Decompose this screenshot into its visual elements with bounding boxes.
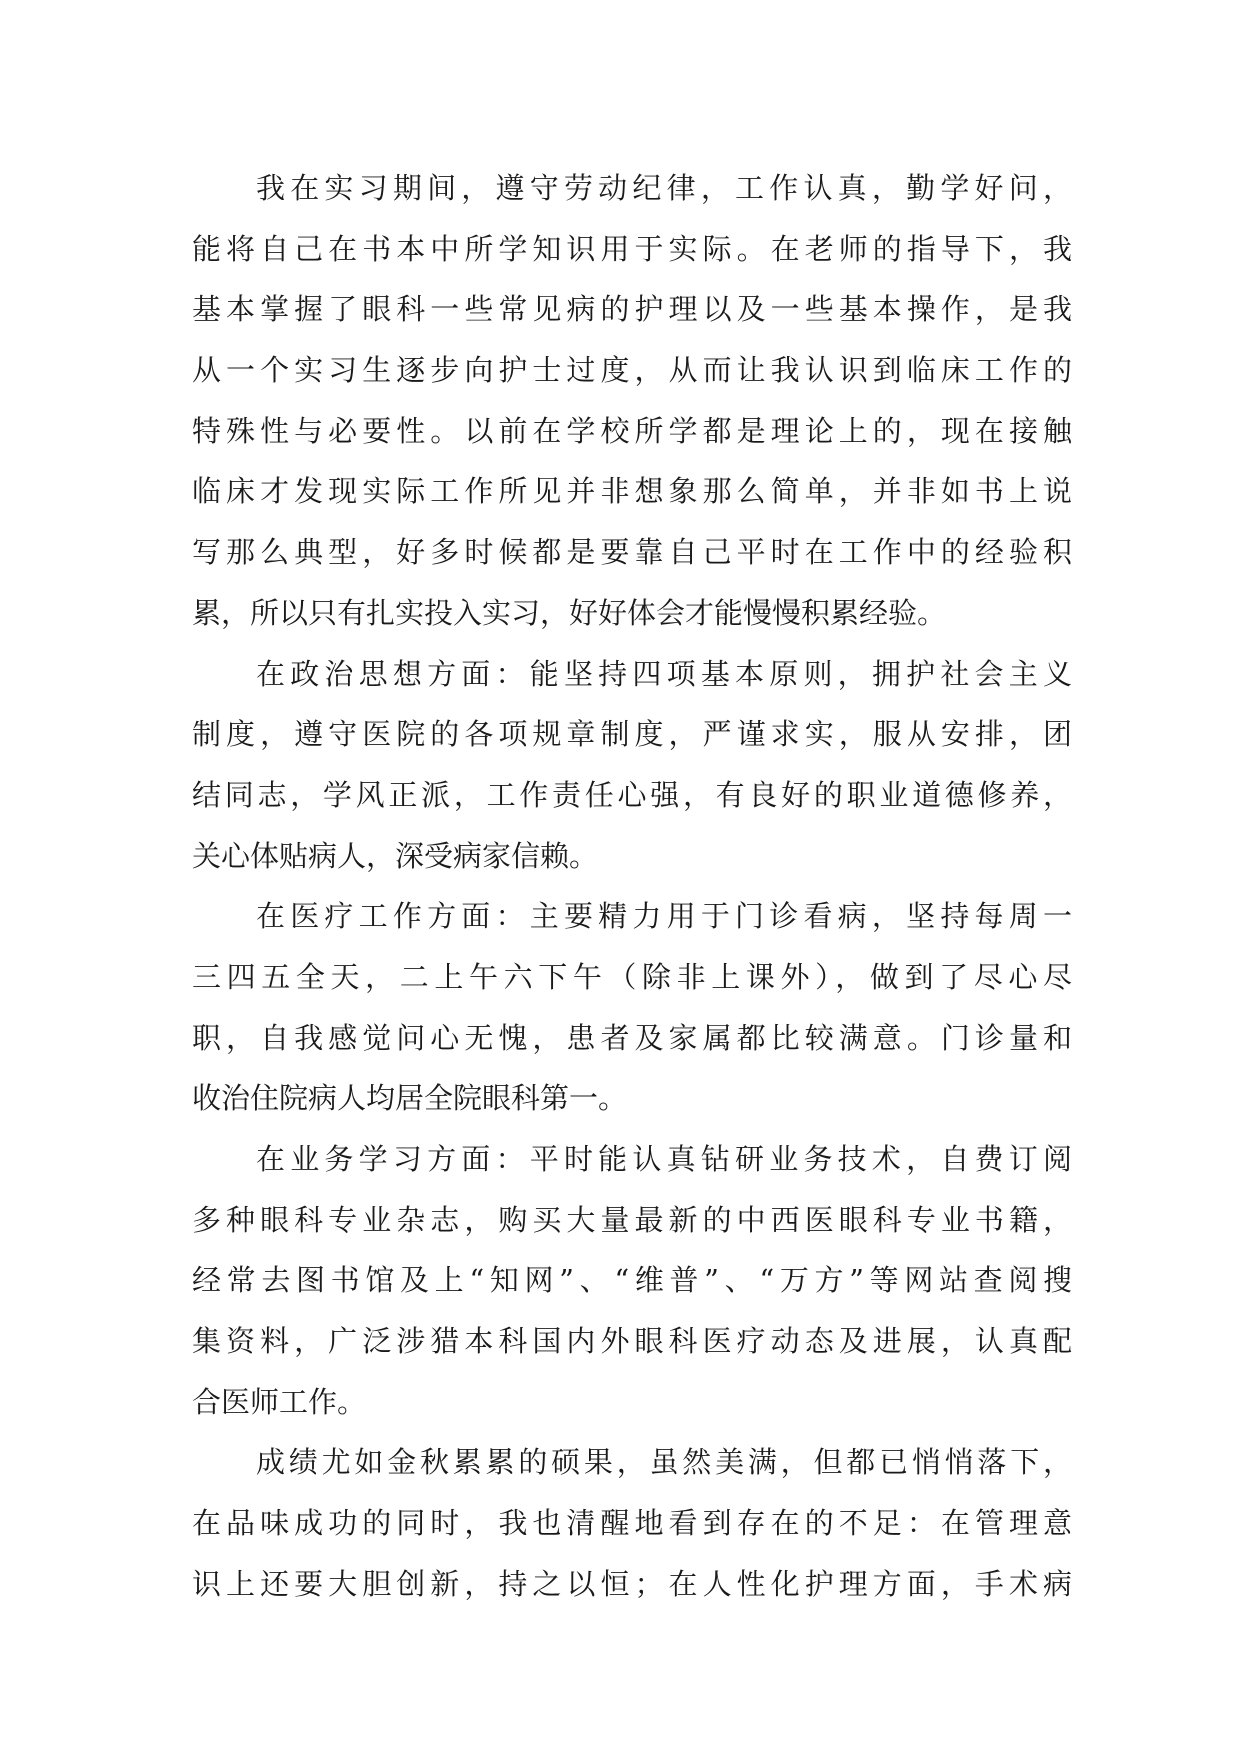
paragraph-political-thought <box>192 644 1072 887</box>
text-line: 特殊性与必要性。以前在学校所学都是理论上的，现在接触 <box>192 413 1072 448</box>
text-line: 关心体贴病人，深受病家信赖。 <box>192 838 599 873</box>
text-line: 从一个实习生逐步向护士过度，从而让我认识到临床工作的 <box>192 353 1072 388</box>
text-line: 制度，遵守医院的各项规章制度，严谨求实，服从安排，团 <box>192 717 1072 752</box>
text-line: 累，所以只有扎实投入实习，好好体会才能慢慢积累经验。 <box>192 595 947 630</box>
text-line: 在品味成功的同时，我也清醒地看到存在的不足：在管理意 <box>192 1506 1072 1541</box>
text-line: 在医疗工作方面：主要精力用于门诊看病，坚持每周一 <box>256 899 1072 934</box>
text-line: 结同志，学风正派，工作责任心强，有良好的职业道德修养， <box>192 777 1072 812</box>
text-line: 多种眼科专业杂志，购买大量最新的中西医眼科专业书籍， <box>192 1202 1072 1237</box>
text-line: 职，自我感觉问心无愧，患者及家属都比较满意。门诊量和 <box>192 1020 1072 1055</box>
paragraph-medical-work <box>192 886 1072 1129</box>
text-line: 收治住院病人均居全院眼科第一。 <box>192 1081 628 1116</box>
text-line: 合医师工作。 <box>192 1384 367 1419</box>
text-line: 在业务学习方面：平时能认真钻研业务技术，自费订阅 <box>256 1142 1072 1176</box>
text-line: 集资料，广泛涉猎本科国内外眼科医疗动态及进展，认真配 <box>192 1324 1072 1359</box>
text-line: 能将自己在书本中所学知识用于实际。在老师的指导下，我 <box>192 231 1072 266</box>
paragraph-internship-summary <box>192 158 1072 644</box>
text-line: 在政治思想方面：能坚持四项基本原则，拥护社会主义 <box>256 656 1072 691</box>
paragraph-professional-study <box>192 1129 1072 1432</box>
text-line: 识上还要大胆创新，持之以恒；在人性化护理方面，手术病 <box>192 1566 1072 1601</box>
paragraph-achievements <box>192 1432 1072 1614</box>
text-line: 成绩尤如金秋累累的硕果，虽然美满，但都已悄悄落下， <box>256 1445 1072 1480</box>
text-line: 三四五全天，二上午六下午（除非上课外），做到了尽心尽 <box>192 959 1072 994</box>
text-line: 我在实习期间，遵守劳动纪律，工作认真，勤学好问， <box>256 171 1072 205</box>
text-line: 临床才发现实际工作所见并非想象那么简单，并非如书上说 <box>192 474 1072 509</box>
document-body <box>192 158 1072 1615</box>
text-line: 基本掌握了眼科一些常见病的护理以及一些基本操作，是我 <box>192 292 1072 327</box>
text-line: 写那么典型，好多时候都是要靠自己平时在工作中的经验积 <box>192 535 1072 570</box>
text-line: 经常去图书馆及上“知网”、“维普”、“万方”等网站查阅搜 <box>192 1263 1072 1298</box>
